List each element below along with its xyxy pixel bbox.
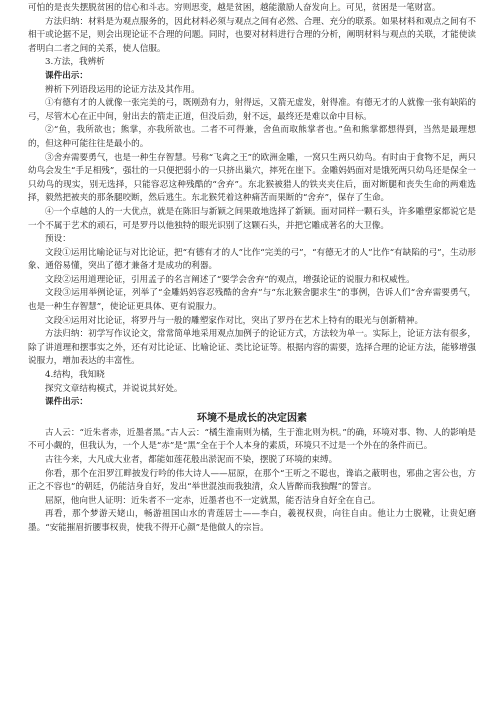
section-heading-method: 3.方法，我辨析	[45, 57, 105, 68]
preset-answer-4: 文段④运用对比论证，将罗丹与一般的雕塑家作对比，突出了罗丹在艺术上特有的眼光与创新精神。	[45, 315, 424, 326]
passage-3: ③舍弃需要勇气，也是一种生存智慧。号称“飞禽之王”的欧洲金雕，一窝只生两只幼鸟。有时由于食物不足，两只幼鸟会发生“手足相残”，强壮的一只便把弱小的一只挤出巢穴，摔死在崖下。金雕妈妈面对是饿死两只幼鸟还是保全一只幼鸟的现实，别无选择，只能容忍这种残酷的“舍弃”。东北猴被猎人的铁夹夹住后，面对断腿和丧失生命的两难选择，毅然把被夹的那条腿咬断，然后逃生。东北猴凭着这种痛苦而果断的“舍弃”，保存了生命。	[28, 152, 476, 204]
method-summary-materials: 方法归纳：材料是为观点服务的，因此材料必须与观点之间有必然、合理、充分的联系。如果材料和观点之间有不相干或论据不足，则会出现论证不合理的问题。同时，也要对材料进行合理的分析，阐明材料与观点的关联，才能使读者明白二者之间的关系，使人信服。	[28, 16, 476, 54]
exercise-instruction: 辨析下列语段运用的论证方法及其作用。	[45, 84, 200, 95]
structure-instruction: 探究文章结构模式，并说说其好处。	[45, 383, 183, 394]
section-heading-structure: 4.结构，我知晓	[45, 370, 105, 381]
essay-title: 环境不是成长的决定因素	[197, 412, 307, 424]
paragraph-poverty-conclusion: 可怕的是丧失摆脱贫困的信心和斗志。穷则思变，越是贫困，越能激励人奋发向上。可见，贫困是一笔财富。	[28, 3, 441, 13]
passage-1: ①有德有才的人就像一张完美的弓，既刚劲有力，射得远，又箭无虚发，射得准。有德无才的人就像一张有缺陷的弓，尽管木心在正中间，射出去的箭走正道，但没后劲，射不远，最终还是难以命中目标。	[28, 98, 476, 122]
essay-paragraph-1: 古人云：“近朱者赤，近墨者黑。”古人云：“橘生淮南则为橘，生于淮北则为枳。”的确，环境对事、物、人的影响是不可小觑的，但我认为，一个人是“赤”是“黑”全在于个人本身的素质，环境只不过是一个外在的条件而已。	[28, 427, 476, 452]
essay-paragraph-3: 你看，那个在汨罗江畔披发行吟的伟大诗人——屈原，在那个“王听之不聪也，谗谄之蔽明也，邪曲之害公也，方正之不容也”的朝廷，仍能洁身自好，发出“举世混浊而我独清，众人皆醉而我独醒”的誓言。	[28, 468, 476, 493]
preset-answer-1: 文段①运用比喻论证与对比论证，把“有德有才的人”比作“完美的弓”，“有德无才的人”比作“有缺陷的弓”，生动形象、通俗易懂，突出了德才兼备才是成功的利器。	[28, 247, 476, 272]
courseware-label: 课件出示：	[45, 70, 88, 81]
passage-4: ④一个卓越的人的一大优点，就是在陈旧与新颖之间果敢地选择了新颖。面对同样一颗石头，许多雕塑家都说它是一个不属于艺术的顽石，可是罗丹以他独特的眼光识别了这颗石头，并把它雕成著名的大卫像。	[28, 206, 476, 231]
essay-paragraph-2: 古往今来，大凡成大业者，都能如莲花般出淤泥而不染，摆脱了环境的束缚。	[45, 455, 338, 465]
preset-answer-2: 文段②运用道理论证，引用孟子的名言阐述了“要学会舍弃”的观点，增强论证的说服力和权威性。	[45, 274, 415, 285]
passage-2: ②“鱼，我所欲也；熊掌，亦我所欲也。二者不可得兼，舍鱼而取熊掌者也。”鱼和熊掌都想得到，当然是最理想的，但这种可能往往是最小的。	[28, 125, 476, 149]
essay-paragraph-4: 屈原，他向世人证明：近朱者不一定赤，近墨者也不一定就黑，能否洁身自好全在自己。	[45, 495, 381, 506]
document-page	[28, 2, 476, 536]
courseware-label-2: 课件出示：	[45, 397, 88, 408]
method-summary-arguments: 方法归纳：初学写作议论文，常常简单地采用观点加例子的论证方式，方法较为单一。实际上，论证方法有很多，除了讲道理和摆事实之外，还有对比论证、比喻论证、类比论证等。根据内容的需要，选择合理的论证方法，能够增强说服力，增加表达的丰富性。	[28, 329, 476, 367]
preset-label: 预设：	[45, 234, 71, 245]
essay-paragraph-5: 再看，那个梦游天姥山，畅游祖国山水的青莲居士——李白，羲视权贵，向往自由。他让力士脱靴，让贵妃磨墨。“安能摧眉折腰事权贵，使我不得开心颜”是他做人的宗旨。	[28, 509, 476, 533]
preset-answer-3: 文段③运用举例论证，列举了“金雕妈妈容忍残酷的舍弃”与“东北猴舍腿求生”的事例，告诉人们“舍弃需要勇气，也是一种生存智慧”，使论证更具体、更有说服力。	[28, 288, 476, 313]
